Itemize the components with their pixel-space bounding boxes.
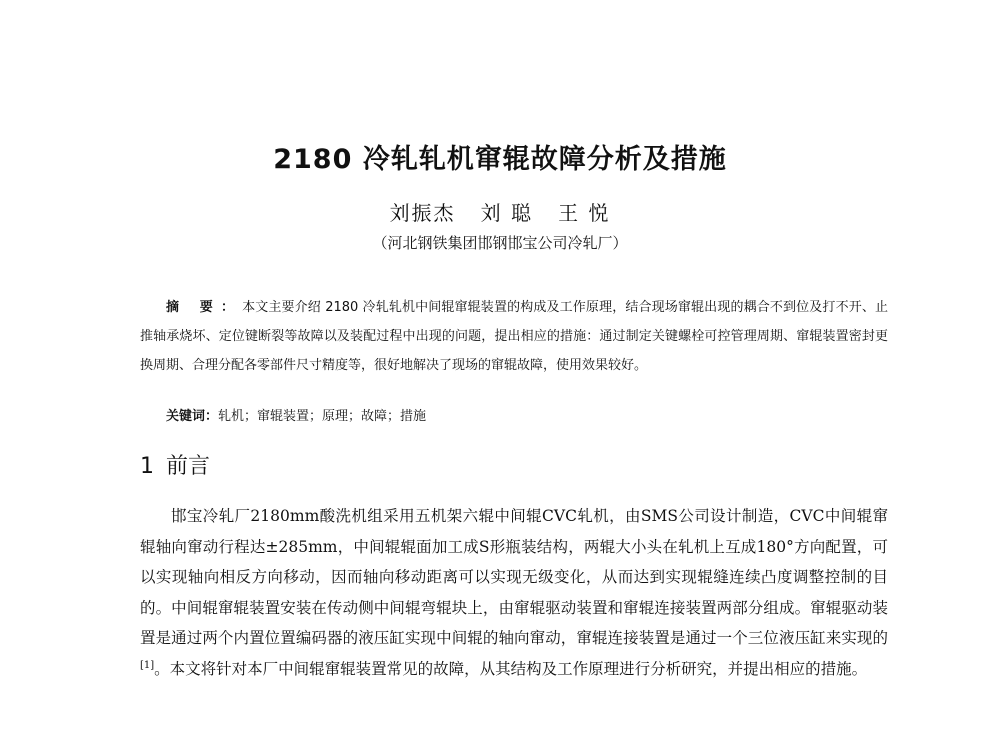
abstract-block bbox=[140, 293, 888, 380]
paragraph-text-before-ref: 邯宝冷轧厂2180mm酸洗机组采用五机架六辊中间辊CVC轧机，由SMS公司设计制造，CVC中间辊窜辊轴向窜动行程达±285mm，中间辊辊面加工成S形瓶装结构，两辊大小头在轧机上互成180°方向配置，可以实现轴向相反方向移动，因而轴向移动距离可以实现无级变化，从而达到实现辊缝连续凸度调整控制的目的。中间辊窜辊装置安装在传动侧中间辊弯辊块上，由窜辊驱动装置和窜辊连接装置两部分组成。窜辊驱动装置是通过两个内置位置编码器的液压缸实现中间辊的轴向窜动，窜辊连接装置是通过一个三位液压缸来实现的 bbox=[140, 507, 888, 647]
keywords-label: 关键词： bbox=[166, 409, 219, 424]
affiliation-line: （河北钢铁集团邯钢邯宝公司冷轧厂） bbox=[372, 234, 628, 252]
section-heading bbox=[140, 449, 210, 480]
abstract-text: 本文主要介绍 2180 冷轧轧机中间辊窜辊装置的构成及工作原理，结合现场窜辊出现的耦合不到位及打不开、止推轴承烧坏、定位键断裂等故障以及装配过程中出现的问题，提出相应的措施：通过制定关键螺栓可控管理周期、窜辊装置密封更换周期、合理分配各零部件尺寸精度等，很好地解决了现场的窜辊故障，使用效果较好。 bbox=[140, 300, 888, 373]
keywords-text: 轧机；窜辊装置；原理；故障；措施 bbox=[218, 409, 427, 424]
paragraph-text-after-ref: 。本文将针对本厂中间辊窜辊装置常见的故障，从其结构及工作原理进行分析研究，并提出相应的措施。 bbox=[154, 659, 868, 678]
keywords-line bbox=[166, 405, 426, 424]
section-number: 1 bbox=[140, 454, 154, 479]
authors-line: 刘振杰 刘 聪 王 悦 bbox=[389, 201, 611, 225]
abstract-label: 摘 要： bbox=[166, 300, 243, 315]
intro-paragraph bbox=[140, 501, 888, 684]
paper-title: 2180 冷轧轧机窜辊故障分析及措施 bbox=[273, 144, 727, 175]
citation-reference: [1] bbox=[140, 659, 155, 671]
section-title: 前言 bbox=[166, 454, 211, 479]
